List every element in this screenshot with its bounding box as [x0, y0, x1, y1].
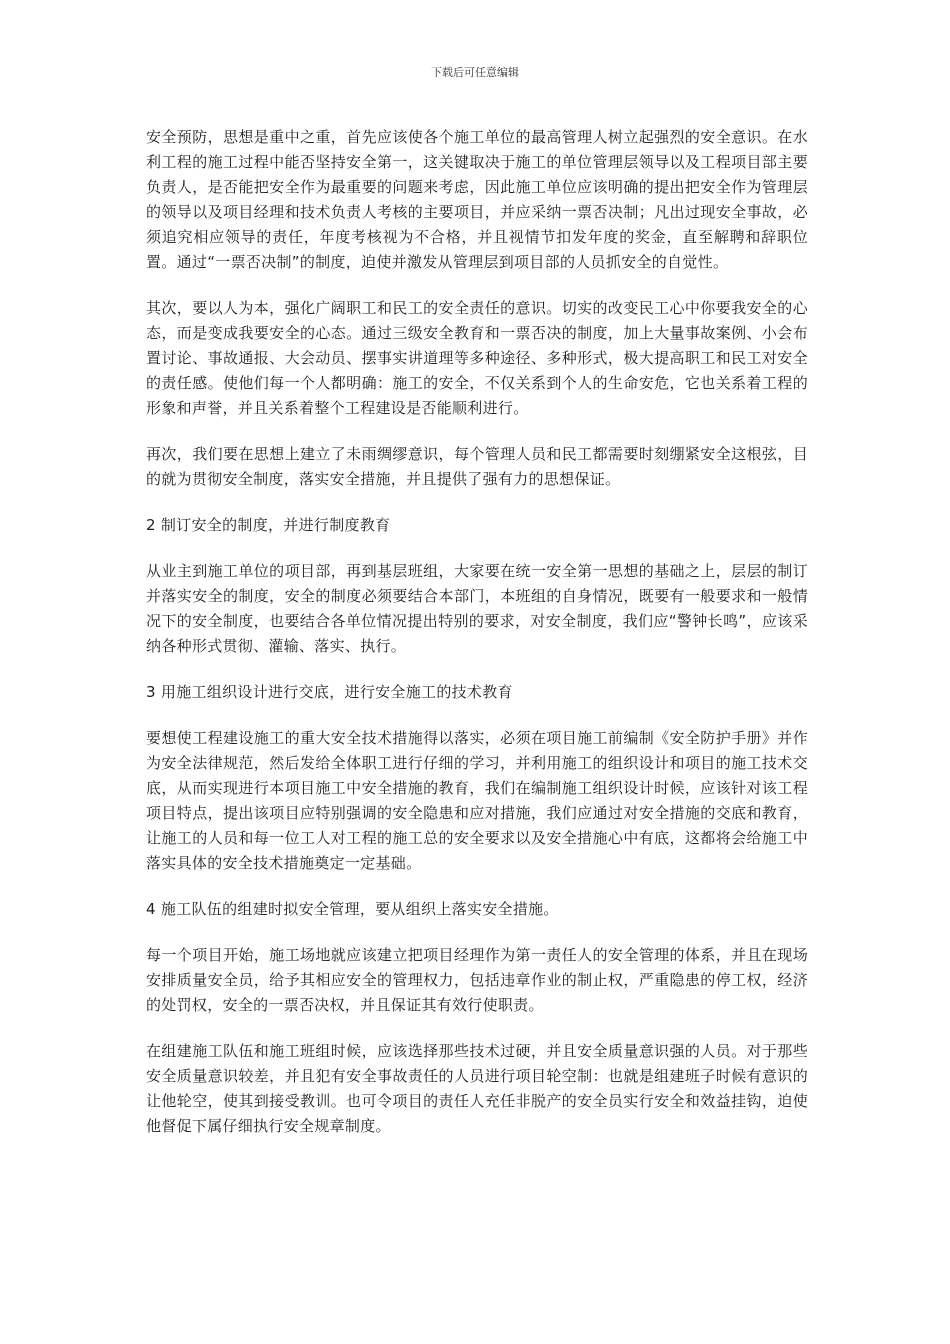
paragraph-management-system: 每一个项目开始，施工场地就应该建立把项目经理作为第一责任人的安全管理的体系，并且在现场安排质量安全员，给予其相应安全的管理权力，包括违章作业的制止权，严重隐患的停工权，经济的处罚权，安全的一票否决权，并且保证其有效行使职责。: [146, 946, 808, 1014]
paragraph-people-oriented: 其次，要以人为本，强化广阔职工和民工的安全责任的意识。切实的改变民工心中你要我安全的心态，而是变成我要安全的心态。通过三级安全教育和一票否决的制度，加上大量事故案例、小会布置讨论、事故通报、大会动员、摆事实讲道理等多种途径、多种形式，极大提高职工和民工对安全的责任感。使他们每一个人都明确：施工的安全，不仅关系到个人的生命安危，它也关系着工程的形象和声誉，并且关系着整个工程建设是否能顺利进行。: [146, 299, 808, 417]
section-heading-3: 3 用施工组织设计进行交底，进行安全施工的技术教育: [146, 683, 513, 701]
section-heading-4: 4 施工队伍的组建时拟安全管理，要从组织上落实安全措施。: [146, 900, 559, 918]
section-heading-2: 2 制订安全的制度，并进行制度教育: [146, 516, 391, 534]
document-body: [146, 125, 808, 1160]
page-header: 下载后可任意编辑: [431, 66, 519, 79]
paragraph-awareness: 再次，我们要在思想上建立了未雨绸缪意识，每个管理人员和民工都需要时刻绷紧安全这根弦，目的就为贯彻安全制度，落实安全措施，并且提供了强有力的思想保证。: [146, 445, 808, 488]
paragraph-team-building: 在组建施工队伍和施工班组时候，应该选择那些技术过硬，并且安全质量意识强的人员。对于那些安全质量意识较差，并且犯有安全事故责任的人员进行项目轮空制：也就是组建班子时候有意识的让他轮空，使其到接受教训。也可令项目的责任人充任非脱产的安全员实行安全和效益挂钩，迫使他督促下属仔细执行安全规章制度。: [146, 1042, 808, 1135]
paragraph-technical-education: 要想使工程建设施工的重大安全技术措施得以落实，必须在项目施工前编制《安全防护手册》并作为安全法律规范，然后发给全体职工进行仔细的学习，并利用施工的组织设计和项目的施工技术交底，从而实现进行本项目施工中安全措施的教育，我们在编制施工组织设计时候，应该针对该工程项目特点，提出该项目应特别强调的安全隐患和应对措施，我们应通过对安全措施的交底和教育，让施工的人员和每一位工人对工程的施工总的安全要求以及安全措施心中有底，这都将会给施工中落实具体的安全技术措施奠定一定基础。: [146, 729, 808, 872]
paragraph-safety-prevention: 安全预防，思想是重中之重，首先应该使各个施工单位的最高管理人树立起强烈的安全意识。在水利工程的施工过程中能否坚持安全第一，这关键取决于施工的单位管理层领导以及工程项目部主要负责人，是否能把安全作为最重要的问题来考虑，因此施工单位应该明确的提出把安全作为管理层的领导以及项目经理和技术负责人考核的主要项目，并应采纳一票否决制；凡出过现安全事故，必须追究相应领导的责任，年度考核视为不合格，并且视情节扣发年度的奖金，直至解聘和辞职位置。通过“一票否决制”的制度，迫使并激发从管理层到项目部的人员抓安全的自觉性。: [146, 128, 808, 271]
paragraph-safety-system: 从业主到施工单位的项目部，再到基层班组，大家要在统一安全第一思想的基础之上，层层的制订并落实安全的制度，安全的制度必须要结合本部门，本班组的自身情况，既要有一般要求和一般情况下的安全制度，也要结合各单位情况提出特别的要求，对安全制度，我们应“警钟长鸣”，应该采纳各种形式贯彻、灌输、落实、执行。: [146, 562, 808, 655]
